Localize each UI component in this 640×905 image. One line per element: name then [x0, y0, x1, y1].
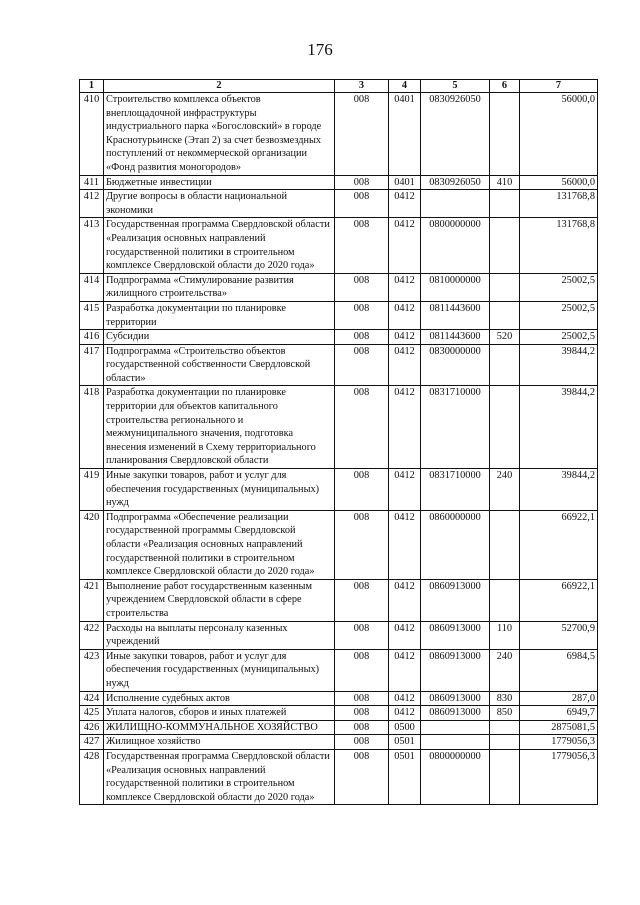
expense-type-code: [490, 735, 520, 750]
section-code: 0412: [389, 218, 421, 273]
section-code: 0412: [389, 273, 421, 301]
col-header-name: 2: [104, 80, 335, 93]
department-code: 008: [335, 301, 389, 329]
row-number: 420: [80, 510, 104, 579]
section-code: 0412: [389, 301, 421, 329]
department-code: 008: [335, 510, 389, 579]
section-code: 0412: [389, 330, 421, 345]
amount-value: 39844,2: [520, 469, 598, 511]
row-name: ЖИЛИЩНО-КОММУНАЛЬНОЕ ХОЗЯЙСТВО: [104, 720, 335, 735]
table-row: [80, 735, 598, 750]
department-code: 008: [335, 649, 389, 691]
target-article-code: 0831710000: [421, 469, 490, 511]
amount-value: 2875081,5: [520, 720, 598, 735]
department-code: 008: [335, 344, 389, 386]
amount-value: 25002,5: [520, 330, 598, 345]
amount-value: 52700,9: [520, 621, 598, 649]
department-code: 008: [335, 386, 389, 469]
target-article-code: 0830000000: [421, 344, 490, 386]
row-name: Государственная программа Свердловской области «Реализация основных направлений государственной политики в строительном комплексе Свердловской области до 2020 года»: [104, 218, 335, 273]
target-article-code: 0811443600: [421, 301, 490, 329]
amount-value: 56000,0: [520, 93, 598, 176]
section-code: 0401: [389, 175, 421, 190]
expense-type-code: [490, 190, 520, 218]
row-number: 428: [80, 749, 104, 804]
expense-type-code: 520: [490, 330, 520, 345]
col-header-section: 4: [389, 80, 421, 93]
department-code: 008: [335, 469, 389, 511]
amount-value: 56000,0: [520, 175, 598, 190]
expense-type-code: 830: [490, 691, 520, 706]
target-article-code: [421, 720, 490, 735]
department-code: 008: [335, 706, 389, 721]
expense-type-code: [490, 218, 520, 273]
target-article-code: 0800000000: [421, 218, 490, 273]
section-code: 0401: [389, 93, 421, 176]
table-row: [80, 93, 598, 176]
expense-type-code: [490, 301, 520, 329]
section-code: 0412: [389, 469, 421, 511]
table-row: [80, 330, 598, 345]
table-row: [80, 649, 598, 691]
row-name: Жилищное хозяйство: [104, 735, 335, 750]
target-article-code: 0800000000: [421, 749, 490, 804]
section-code: 0412: [389, 706, 421, 721]
expense-type-code: [490, 273, 520, 301]
section-code: 0412: [389, 344, 421, 386]
row-number: 418: [80, 386, 104, 469]
row-name: Выполнение работ государственным казенным учреждением Свердловской области в сфере строительства: [104, 579, 335, 621]
section-code: 0412: [389, 386, 421, 469]
col-header-row-number: 1: [80, 80, 104, 93]
amount-value: 66922,1: [520, 510, 598, 579]
row-number: 416: [80, 330, 104, 345]
section-code: 0500: [389, 720, 421, 735]
row-number: 410: [80, 93, 104, 176]
department-code: 008: [335, 190, 389, 218]
target-article-code: [421, 190, 490, 218]
table-row: [80, 175, 598, 190]
row-name: Другие вопросы в области национальной экономики: [104, 190, 335, 218]
department-code: 008: [335, 735, 389, 750]
department-code: 008: [335, 720, 389, 735]
expense-type-code: 110: [490, 621, 520, 649]
amount-value: 25002,5: [520, 273, 598, 301]
col-header-department: 3: [335, 80, 389, 93]
expense-type-code: [490, 749, 520, 804]
row-name: Субсидии: [104, 330, 335, 345]
table-row: [80, 469, 598, 511]
row-name: Разработка документации по планировке территории: [104, 301, 335, 329]
department-code: 008: [335, 93, 389, 176]
department-code: 008: [335, 330, 389, 345]
row-number: 411: [80, 175, 104, 190]
row-number: 417: [80, 344, 104, 386]
expense-type-code: [490, 579, 520, 621]
expense-type-code: 240: [490, 649, 520, 691]
row-number: 423: [80, 649, 104, 691]
amount-value: 131768,8: [520, 218, 598, 273]
amount-value: 39844,2: [520, 386, 598, 469]
amount-value: 131768,8: [520, 190, 598, 218]
expense-type-code: 850: [490, 706, 520, 721]
row-name: Иные закупки товаров, работ и услуг для обеспечения государственных (муниципальных) нужд: [104, 649, 335, 691]
table-header: [80, 80, 598, 93]
row-name: Исполнение судебных актов: [104, 691, 335, 706]
table-row: [80, 706, 598, 721]
row-name: Разработка документации по планировке территории для объектов капитального строительства регионального и межмуниципального значения, подготовка внесения изменений в Схему территориального планирования Свердловской области: [104, 386, 335, 469]
amount-value: 6949,7: [520, 706, 598, 721]
section-code: 0412: [389, 510, 421, 579]
target-article-code: 0860000000: [421, 510, 490, 579]
target-article-code: 0830926050: [421, 93, 490, 176]
section-code: 0412: [389, 691, 421, 706]
target-article-code: 0811443600: [421, 330, 490, 345]
department-code: 008: [335, 749, 389, 804]
table-row: [80, 579, 598, 621]
table-row: [80, 720, 598, 735]
section-code: 0501: [389, 735, 421, 750]
row-name: Расходы на выплаты персоналу казенных учреждений: [104, 621, 335, 649]
section-code: 0412: [389, 649, 421, 691]
section-code: 0412: [389, 621, 421, 649]
col-header-target-article: 5: [421, 80, 490, 93]
department-code: 008: [335, 175, 389, 190]
table-row: [80, 273, 598, 301]
row-name: Иные закупки товаров, работ и услуг для обеспечения государственных (муниципальных) нужд: [104, 469, 335, 511]
expense-type-code: 240: [490, 469, 520, 511]
expense-type-code: [490, 510, 520, 579]
row-name: Бюджетные инвестиции: [104, 175, 335, 190]
department-code: 008: [335, 579, 389, 621]
expense-type-code: [490, 93, 520, 176]
target-article-code: 0831710000: [421, 386, 490, 469]
amount-value: 1779056,3: [520, 749, 598, 804]
target-article-code: 0860913000: [421, 579, 490, 621]
department-code: 008: [335, 273, 389, 301]
target-article-code: 0830926050: [421, 175, 490, 190]
expense-type-code: [490, 344, 520, 386]
expense-type-code: 410: [490, 175, 520, 190]
target-article-code: 0860913000: [421, 691, 490, 706]
table-row: [80, 510, 598, 579]
budget-table: [79, 79, 598, 805]
row-name: Государственная программа Свердловской области «Реализация основных направлений государственной политики в строительном комплексе Свердловской области до 2020 года»: [104, 749, 335, 804]
row-number: 414: [80, 273, 104, 301]
expense-type-code: [490, 386, 520, 469]
department-code: 008: [335, 218, 389, 273]
col-header-amount: 7: [520, 80, 598, 93]
col-header-expense-type: 6: [490, 80, 520, 93]
table-row: [80, 386, 598, 469]
amount-value: 287,0: [520, 691, 598, 706]
row-name: Подпрограмма «Обеспечение реализации государственной программы Свердловской области «Реализация основных направлений государственной политики в строительном комплексе Свердловской области до 2020 года»: [104, 510, 335, 579]
page-number: 176: [307, 40, 333, 59]
row-number: 425: [80, 706, 104, 721]
row-number: 415: [80, 301, 104, 329]
table-row: [80, 749, 598, 804]
table-row: [80, 344, 598, 386]
target-article-code: 0860913000: [421, 621, 490, 649]
row-name: Уплата налогов, сборов и иных платежей: [104, 706, 335, 721]
amount-value: 6984,5: [520, 649, 598, 691]
row-number: 427: [80, 735, 104, 750]
row-number: 424: [80, 691, 104, 706]
row-name: Подпрограмма «Стимулирование развития жилищного строительства»: [104, 273, 335, 301]
target-article-code: 0860913000: [421, 706, 490, 721]
header-row: [80, 80, 598, 93]
row-number: 422: [80, 621, 104, 649]
amount-value: 25002,5: [520, 301, 598, 329]
table-row: [80, 621, 598, 649]
row-number: 421: [80, 579, 104, 621]
target-article-code: 0860913000: [421, 649, 490, 691]
department-code: 008: [335, 691, 389, 706]
row-name: Подпрограмма «Строительство объектов государственной собственности Свердловской области»: [104, 344, 335, 386]
amount-value: 66922,1: [520, 579, 598, 621]
table-row: [80, 691, 598, 706]
target-article-code: 0810000000: [421, 273, 490, 301]
department-code: 008: [335, 621, 389, 649]
target-article-code: [421, 735, 490, 750]
amount-value: 39844,2: [520, 344, 598, 386]
row-number: 413: [80, 218, 104, 273]
table-row: [80, 218, 598, 273]
amount-value: 1779056,3: [520, 735, 598, 750]
table-body: [80, 93, 598, 805]
row-number: 426: [80, 720, 104, 735]
row-number: 419: [80, 469, 104, 511]
expense-type-code: [490, 720, 520, 735]
section-code: 0501: [389, 749, 421, 804]
table-row: [80, 190, 598, 218]
section-code: 0412: [389, 190, 421, 218]
row-name: Строительство комплекса объектов внеплощадочной инфраструктуры индустриального парка «Богословский» в городе Краснотурьинске (Этап 2) за счет безвозмездных поступлений от некоммерческой организации «Фонд развития моногородов»: [104, 93, 335, 176]
section-code: 0412: [389, 579, 421, 621]
table-row: [80, 301, 598, 329]
row-number: 412: [80, 190, 104, 218]
